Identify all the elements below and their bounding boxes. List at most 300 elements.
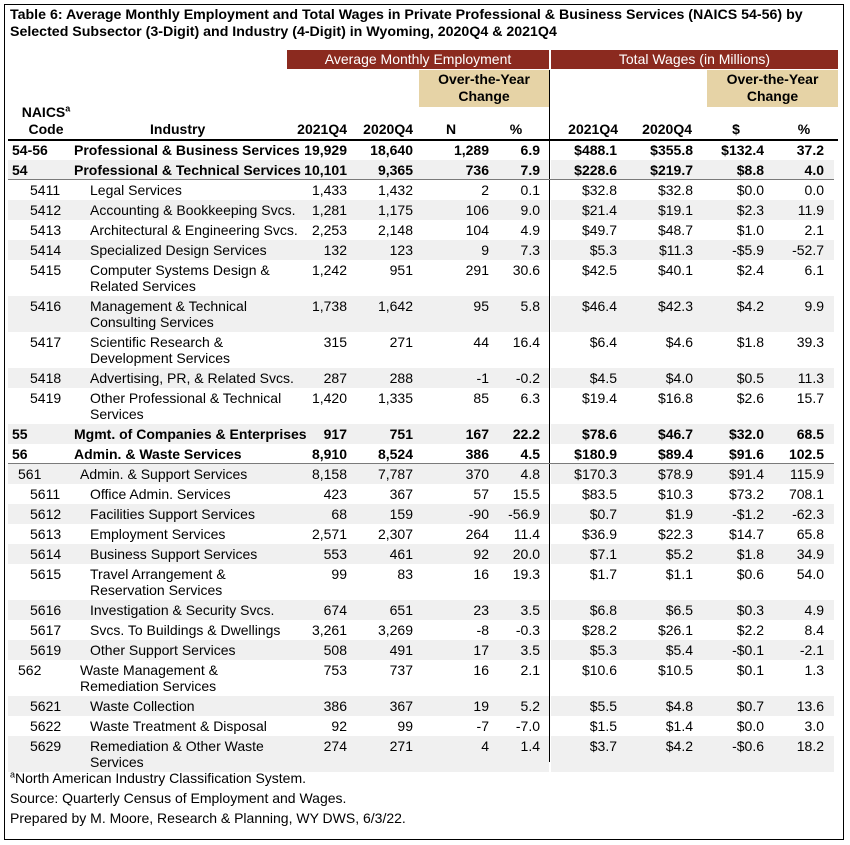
naics-code: 5629 <box>30 738 62 754</box>
employment-change-n: 16 <box>473 662 489 678</box>
industry-name: Other Support Services <box>90 642 236 658</box>
wages-2020q4: $19.1 <box>657 202 693 218</box>
employment-change-n: 386 <box>465 446 489 462</box>
employment-2021q4: 287 <box>323 370 347 386</box>
wages-2020q4: $46.7 <box>657 426 693 442</box>
wages-change-dollar: $0.7 <box>736 698 764 714</box>
table-row <box>8 260 834 296</box>
employment-change-n: 1,289 <box>453 142 489 158</box>
industry-name: Admin. & Support Services <box>80 466 248 482</box>
wages-2020q4: $26.1 <box>657 622 693 638</box>
wages-change-dollar: $1.8 <box>736 546 764 562</box>
wages-2020q4: $1.4 <box>665 718 693 734</box>
industry-name: Facilities Support Services <box>90 506 255 522</box>
wages-2021q4: $19.4 <box>581 390 617 406</box>
employment-change-pct: 4.9 <box>520 222 540 238</box>
employment-change-pct: 19.3 <box>512 566 540 582</box>
employment-2021q4: 274 <box>323 738 347 754</box>
naics-code: 5414 <box>30 242 62 258</box>
employment-change-pct: 4.8 <box>520 466 540 482</box>
wages-change-pct: 2.1 <box>804 222 824 238</box>
employment-2020q4: 1,432 <box>377 182 413 198</box>
wages-2021q4: $0.7 <box>589 506 617 522</box>
employment-2020q4: 1,642 <box>377 298 413 314</box>
naics-footnote-marker: a <box>65 103 71 114</box>
industry-name: Computer Systems Design & Related Services <box>90 262 270 294</box>
naics-code: 562 <box>18 662 42 678</box>
industry-name: Mgmt. of Companies & Enterprises <box>74 426 307 442</box>
employment-change-label: Over-the-Year Change <box>438 71 530 104</box>
wages-change-dollar: $32.0 <box>728 426 764 442</box>
prepared-by-note: Prepared by M. Moore, Research & Planning, WY DWS, 6/3/22. <box>10 810 406 826</box>
industry-header: Industry <box>150 121 206 137</box>
employment-change-pct: 2.1 <box>520 662 540 678</box>
employment-change-n: 370 <box>465 466 489 482</box>
table-row <box>8 544 834 564</box>
employment-change-n: 2 <box>481 182 489 198</box>
employment-band: Average Monthly Employment <box>287 50 549 69</box>
wages-change-pct: 37.2 <box>796 142 824 158</box>
wages-change-pct: 15.7 <box>796 390 824 406</box>
employment-2020q4: 271 <box>389 334 413 350</box>
wages-change-pct: 13.6 <box>796 698 824 714</box>
wages-2020q4: $11.3 <box>659 242 693 258</box>
wages-change-dollar: $4.2 <box>736 298 764 314</box>
wages-change-pct: 34.9 <box>796 546 824 562</box>
wage-2020-header: 2020Q4 <box>642 121 692 137</box>
table-row <box>8 564 834 600</box>
employment-change-header <box>419 70 549 107</box>
industry-name: Travel Arrangement & Reservation Services <box>90 566 226 598</box>
wages-change-dollar: $2.2 <box>736 622 764 638</box>
naics-code: 5617 <box>30 622 62 638</box>
industry-name: Architectural & Engineering Svcs. <box>90 222 298 238</box>
employment-2021q4: 132 <box>323 242 347 258</box>
wages-2021q4: $46.4 <box>581 298 617 314</box>
wages-change-dollar: $0.0 <box>736 718 764 734</box>
employment-change-pct: 6.9 <box>520 142 540 158</box>
industry-name: Professional & Technical Services <box>74 162 301 178</box>
industry-name: Specialized Design Services <box>90 242 267 258</box>
industry-name: Admin. & Waste Services <box>74 446 242 462</box>
industry-name: Employment Services <box>90 526 226 542</box>
wages-2021q4: $7.1 <box>589 546 617 562</box>
naics-code: 561 <box>18 466 42 482</box>
employment-2021q4: 386 <box>323 698 347 714</box>
wages-2021q4: $5.3 <box>589 242 617 258</box>
employment-2020q4: 1,335 <box>377 390 413 406</box>
table-row <box>8 464 834 484</box>
wages-2021q4: $228.6 <box>574 162 617 178</box>
employment-2020q4: 367 <box>389 698 413 714</box>
emp-2021-header: 2021Q4 <box>297 121 347 137</box>
wages-change-dollar: -$5.9 <box>732 242 764 258</box>
wages-change-pct: 0.0 <box>804 182 824 198</box>
table-row <box>8 660 834 696</box>
employment-2021q4: 315 <box>323 334 347 350</box>
naics-code: 5411 <box>30 182 61 198</box>
wages-change-pct: 9.9 <box>804 298 824 314</box>
wages-change-dollar: $14.7 <box>728 526 764 542</box>
wages-2020q4: $48.7 <box>657 222 693 238</box>
table-row <box>8 600 834 620</box>
employment-change-n: 291 <box>465 262 489 278</box>
employment-2021q4: 2,253 <box>311 222 347 238</box>
wages-change-pct: -2.1 <box>799 642 824 658</box>
employment-change-pct: 20.0 <box>512 546 540 562</box>
employment-change-n: 4 <box>481 738 489 754</box>
employment-2020q4: 159 <box>389 506 413 522</box>
employment-change-pct: 15.5 <box>512 486 540 502</box>
wages-2021q4: $32.8 <box>581 182 617 198</box>
employment-change-n: 44 <box>473 334 489 350</box>
employment-change-pct: 5.8 <box>520 298 540 314</box>
wages-2020q4: $4.6 <box>665 334 693 350</box>
table-row <box>8 296 834 332</box>
source-note: Source: Quarterly Census of Employment and Wages. <box>10 790 347 806</box>
wages-2021q4: $83.5 <box>581 486 617 502</box>
wages-change-pct: 65.8 <box>796 526 824 542</box>
wages-2020q4: $42.3 <box>657 298 693 314</box>
employment-2020q4: 7,787 <box>377 466 413 482</box>
wages-change-label: Over-the-Year Change <box>726 71 819 104</box>
employment-2020q4: 2,148 <box>377 222 413 238</box>
wages-2021q4: $49.7 <box>581 222 617 238</box>
industry-name: Waste Collection <box>90 698 195 714</box>
wages-2020q4: $4.8 <box>665 698 693 714</box>
wages-2021q4: $36.9 <box>581 526 617 542</box>
wages-2021q4: $21.4 <box>581 202 617 218</box>
employment-2020q4: 288 <box>389 370 413 386</box>
emp-2020-header: 2020Q4 <box>363 121 413 137</box>
table-row <box>8 696 834 716</box>
employment-2021q4: 19,929 <box>304 142 347 158</box>
wages-change-dollar: -$1.2 <box>732 506 764 522</box>
wages-2020q4: $5.4 <box>665 642 693 658</box>
industry-name: Office Admin. Services <box>90 486 231 502</box>
employment-2020q4: 2,307 <box>377 526 413 542</box>
naics-code: 5619 <box>30 642 62 658</box>
wages-change-dollar: $2.4 <box>736 262 764 278</box>
employment-2021q4: 508 <box>323 642 347 658</box>
emp-n-header: N <box>445 121 457 137</box>
table-row <box>8 504 834 524</box>
emp-pct-header: % <box>509 121 523 137</box>
wages-change-pct: -52.7 <box>792 242 824 258</box>
table-title: Table 6: Average Monthly Employment and Total Wages in Private Professional & Business Services (NAICS 54-56) by Selected Subsector (3-Digit) and Industry (4-Digit) in Wyoming, 2020Q4 & 2021Q4 <box>10 7 803 40</box>
employment-change-n: -1 <box>476 370 489 386</box>
wages-2021q4: $4.5 <box>589 370 617 386</box>
naics-code: 5415 <box>30 262 62 278</box>
employment-2020q4: 99 <box>397 718 413 734</box>
naics-code: 5416 <box>30 298 62 314</box>
naics-code: 5418 <box>30 370 62 386</box>
wages-change-dollar: $132.4 <box>721 142 764 158</box>
wages-2020q4: $10.5 <box>657 662 693 678</box>
employment-2021q4: 423 <box>323 486 347 502</box>
wages-2020q4: $10.3 <box>657 486 693 502</box>
wages-change-pct: 708.1 <box>788 486 824 502</box>
employment-change-n: 85 <box>473 390 489 406</box>
wage-pct-header: % <box>797 121 811 137</box>
wages-change-pct: 39.3 <box>796 334 824 350</box>
wages-change-pct: 115.9 <box>790 466 824 482</box>
table-row <box>8 484 834 504</box>
table-row <box>8 524 834 544</box>
naics-header <box>16 104 76 138</box>
table-row <box>8 620 834 640</box>
naics-code: 5612 <box>30 506 62 522</box>
industry-name: Remediation & Other Waste Services <box>90 738 264 770</box>
employment-2021q4: 8,910 <box>311 446 347 462</box>
employment-2021q4: 68 <box>331 506 347 522</box>
employment-change-pct: 9.0 <box>520 202 540 218</box>
employment-change-n: 19 <box>473 698 489 714</box>
naics-code: 5615 <box>30 566 62 582</box>
wages-2020q4: $16.8 <box>657 390 693 406</box>
wages-2020q4: $355.8 <box>650 142 693 158</box>
employment-2021q4: 92 <box>331 718 347 734</box>
industry-name: Advertising, PR, & Related Svcs. <box>90 370 294 386</box>
employment-2020q4: 461 <box>389 546 413 562</box>
wages-2020q4: $78.9 <box>657 466 693 482</box>
industry-name: Management & Technical Consulting Services <box>90 298 247 330</box>
employment-change-pct: -56.9 <box>508 506 540 522</box>
employment-change-pct: -7.0 <box>515 718 540 734</box>
naics-code: 5616 <box>30 602 62 618</box>
wages-change-dollar: -$0.6 <box>732 738 764 754</box>
table-row <box>8 140 834 160</box>
employment-2021q4: 8,158 <box>311 466 347 482</box>
wages-2020q4: $32.8 <box>657 182 693 198</box>
naics-code: 56 <box>12 446 28 462</box>
wages-2021q4: $78.6 <box>581 426 617 442</box>
employment-change-n: 17 <box>473 642 489 658</box>
table-row <box>8 180 834 200</box>
naics-code: 55 <box>12 426 28 442</box>
wages-change-dollar: $0.1 <box>736 662 764 678</box>
employment-2021q4: 917 <box>323 426 347 442</box>
wages-change-dollar: -$0.1 <box>732 642 764 658</box>
employment-change-n: -7 <box>476 718 489 734</box>
footnote <box>10 768 406 788</box>
table-row <box>8 388 834 424</box>
naics-code: 5412 <box>30 202 62 218</box>
naics-code: 5611 <box>30 486 61 502</box>
wages-change-pct: 6.1 <box>804 262 824 278</box>
wages-change-dollar: $0.0 <box>736 182 764 198</box>
employment-2021q4: 1,281 <box>311 202 347 218</box>
wages-change-pct: -62.3 <box>792 506 824 522</box>
wages-2021q4: $170.3 <box>574 466 617 482</box>
employment-change-n: 9 <box>481 242 489 258</box>
naics-code: 5413 <box>30 222 62 238</box>
industry-name: Professional & Business Services <box>74 142 300 158</box>
wages-change-dollar: $91.4 <box>728 466 764 482</box>
industry-name: Legal Services <box>90 182 182 198</box>
employment-change-n: 23 <box>473 602 489 618</box>
wages-2021q4: $6.8 <box>589 602 617 618</box>
employment-2020q4: 18,640 <box>370 142 413 158</box>
employment-2021q4: 99 <box>331 566 347 582</box>
table-row <box>8 736 834 772</box>
industry-name: Other Professional & Technical Services <box>90 390 282 422</box>
notes <box>10 768 406 828</box>
employment-change-n: 264 <box>465 526 489 542</box>
wages-change-dollar: $73.2 <box>728 486 764 502</box>
wages-change-dollar: $0.5 <box>736 370 764 386</box>
employment-change-n: -90 <box>468 506 489 522</box>
employment-2020q4: 491 <box>389 642 413 658</box>
employment-change-pct: 1.4 <box>520 738 540 754</box>
wages-2021q4: $1.5 <box>589 718 617 734</box>
employment-2021q4: 553 <box>323 546 347 562</box>
table-row <box>8 368 834 388</box>
naics-code: 5614 <box>30 546 62 562</box>
wages-2021q4: $5.5 <box>589 698 617 714</box>
naics-code: 54 <box>12 162 28 178</box>
employment-change-n: 95 <box>473 298 489 314</box>
naics-header-line2: Code <box>28 121 64 137</box>
employment-2021q4: 1,420 <box>311 390 347 406</box>
industry-name: Business Support Services <box>90 546 258 562</box>
employment-2020q4: 123 <box>389 242 413 258</box>
employment-2021q4: 753 <box>323 662 347 678</box>
wages-change-pct: 1.3 <box>804 662 824 678</box>
employment-change-pct: 4.5 <box>520 446 540 462</box>
wages-2021q4: $42.5 <box>581 262 617 278</box>
wage-dollar-header: $ <box>732 121 740 137</box>
naics-code: 5621 <box>30 698 62 714</box>
employment-2021q4: 3,261 <box>311 622 347 638</box>
employment-change-pct: 7.3 <box>520 242 540 258</box>
employment-2020q4: 3,269 <box>377 622 413 638</box>
employment-2021q4: 1,242 <box>311 262 347 278</box>
employment-2020q4: 651 <box>389 602 413 618</box>
employment-change-n: 57 <box>473 486 489 502</box>
wages-change-pct: 102.5 <box>788 446 824 462</box>
wages-2020q4: $5.2 <box>665 546 693 562</box>
wages-change-pct: 54.0 <box>796 566 824 582</box>
employment-change-pct: 22.2 <box>512 426 540 442</box>
wages-change-pct: 8.4 <box>804 622 824 638</box>
table-row <box>8 332 834 368</box>
employment-change-pct: 3.5 <box>520 642 540 658</box>
employment-change-pct: 7.9 <box>520 162 540 178</box>
employment-change-n: 16 <box>473 566 489 582</box>
employment-change-n: 92 <box>473 546 489 562</box>
table-row <box>8 200 834 220</box>
wages-2021q4: $3.7 <box>589 738 617 754</box>
wages-change-pct: 3.0 <box>804 718 824 734</box>
wages-change-dollar: $8.8 <box>736 162 764 178</box>
table-row <box>8 640 834 660</box>
employment-2020q4: 83 <box>397 566 413 582</box>
wages-change-dollar: $0.3 <box>736 602 764 618</box>
footnote-marker: a <box>10 769 16 780</box>
wages-2020q4: $1.9 <box>665 506 693 522</box>
naics-code: 5613 <box>30 526 62 542</box>
employment-2020q4: 271 <box>389 738 413 754</box>
industry-name: Svcs. To Buildings & Dwellings <box>90 622 281 638</box>
table-row <box>8 444 834 464</box>
employment-change-n: 736 <box>465 162 489 178</box>
wages-change-dollar: $0.6 <box>736 566 764 582</box>
employment-2021q4: 1,433 <box>311 182 347 198</box>
employment-change-n: 106 <box>465 202 489 218</box>
wages-2021q4: $6.4 <box>589 334 617 350</box>
wages-change-pct: 18.2 <box>796 738 824 754</box>
industry-name: Waste Treatment & Disposal <box>90 718 267 734</box>
wages-change-dollar: $2.3 <box>736 202 764 218</box>
employment-change-pct: 3.5 <box>520 602 540 618</box>
wages-2021q4: $1.7 <box>589 566 617 582</box>
wages-change-pct: 4.0 <box>804 162 824 178</box>
employment-change-n: 104 <box>465 222 489 238</box>
table-row <box>8 220 834 240</box>
employment-change-pct: 30.6 <box>512 262 540 278</box>
employment-2020q4: 737 <box>389 662 413 678</box>
wages-change-pct: 68.5 <box>796 426 824 442</box>
wages-2020q4: $4.2 <box>665 738 693 754</box>
employment-2020q4: 9,365 <box>377 162 413 178</box>
wages-change-header <box>707 70 838 107</box>
wages-change-dollar: $1.0 <box>736 222 764 238</box>
industry-name: Waste Management & Remediation Services <box>80 662 218 694</box>
employment-change-n: -8 <box>476 622 489 638</box>
wages-change-pct: 4.9 <box>804 602 824 618</box>
naics-code: 54-56 <box>12 142 48 158</box>
wages-2021q4: $5.3 <box>589 642 617 658</box>
wages-2021q4: $28.2 <box>581 622 617 638</box>
employment-2020q4: 367 <box>389 486 413 502</box>
wages-change-dollar: $91.6 <box>728 446 764 462</box>
wages-2020q4: $1.1 <box>665 566 693 582</box>
wages-2021q4: $488.1 <box>574 142 617 158</box>
wages-2021q4: $10.6 <box>581 662 617 678</box>
wages-2020q4: $6.5 <box>665 602 693 618</box>
employment-change-pct: 0.1 <box>520 182 540 198</box>
industry-name: Investigation & Security Svcs. <box>90 602 275 618</box>
naics-code: 5419 <box>30 390 62 406</box>
wages-2020q4: $22.3 <box>657 526 693 542</box>
wages-change-dollar: $2.6 <box>736 390 764 406</box>
wages-2020q4: $219.7 <box>650 162 693 178</box>
industry-name: Accounting & Bookkeeping Svcs. <box>90 202 296 218</box>
employment-2020q4: 8,524 <box>377 446 413 462</box>
employment-2021q4: 10,101 <box>304 162 347 178</box>
employment-2021q4: 1,738 <box>311 298 347 314</box>
wages-2020q4: $89.4 <box>657 446 693 462</box>
table-row <box>8 160 834 180</box>
wages-2020q4: $4.0 <box>665 370 693 386</box>
employment-2021q4: 674 <box>323 602 347 618</box>
employment-change-pct: -0.3 <box>515 622 540 638</box>
industry-name: Scientific Research & Development Services <box>90 334 231 366</box>
wage-2021-header: 2021Q4 <box>568 121 618 137</box>
employment-change-pct: -0.2 <box>515 370 540 386</box>
naics-header-line1: NAICS <box>21 104 66 120</box>
employment-change-n: 167 <box>465 426 489 442</box>
wages-band: Total Wages (in Millions) <box>551 50 838 69</box>
wages-2021q4: $180.9 <box>574 446 617 462</box>
wages-change-dollar: $1.8 <box>736 334 764 350</box>
employment-change-pct: 11.4 <box>513 526 540 542</box>
naics-code: 5417 <box>30 334 62 350</box>
employment-2020q4: 751 <box>389 426 413 442</box>
table-row <box>8 424 834 444</box>
employment-change-pct: 5.2 <box>520 698 540 714</box>
